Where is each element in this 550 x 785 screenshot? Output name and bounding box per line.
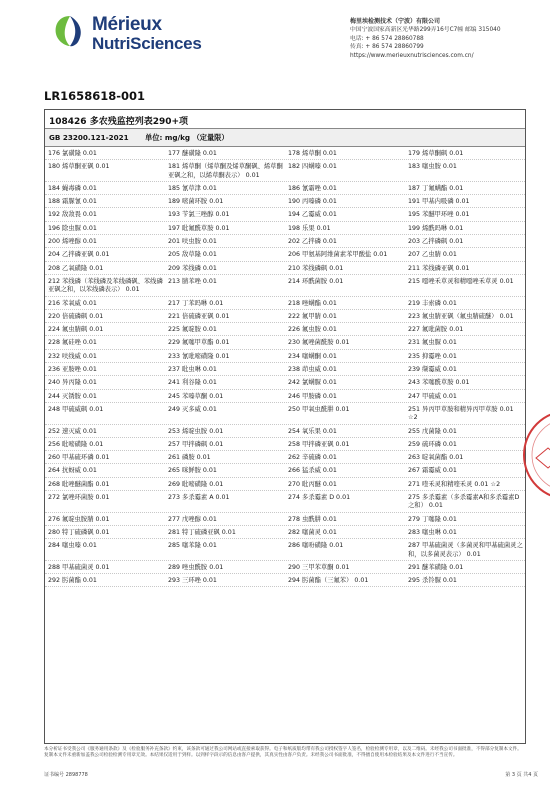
certificate-number: LR1658618-001 <box>44 89 145 103</box>
brand-name-line1: Mérieux <box>92 14 162 35</box>
pesticide-cell: 229 氟噻甲草酯 0.01 <box>168 339 230 347</box>
pesticide-cell: 221 倍硫磷亚砜 0.01 <box>168 312 230 320</box>
pesticide-cell: 276 氟啶虫胺腈 0.01 <box>48 515 110 523</box>
footer-certificate-label: 证书编号 2898778 <box>44 772 88 778</box>
table-row <box>45 275 525 297</box>
pesticide-cell: 294 肟菌酯（三氟苯） 0.01 <box>288 577 369 585</box>
table-row <box>45 147 525 160</box>
table-row <box>45 526 525 539</box>
pesticide-cell: 286 噻吩磺隆 0.01 <box>288 542 344 550</box>
pesticide-cell: 249 灭多威 0.01 <box>168 405 217 413</box>
pesticide-cell: 262 辛硫磷 0.01 <box>288 454 337 462</box>
pesticide-cell: 210 苯线磷砜 0.01 <box>288 264 344 272</box>
table-row <box>45 262 525 275</box>
pesticide-cell: 268 吡唑醚菌酯 0.01 <box>48 480 110 488</box>
pesticide-cell: 222 氟甲腈 0.01 <box>288 312 337 320</box>
company-logo <box>50 10 210 70</box>
company-phone: 电话: + 86 574 28860788 <box>350 35 424 42</box>
red-seal-stamp <box>522 400 550 510</box>
pesticide-cell: 260 甲基硫环磷 0.01 <box>48 454 110 462</box>
footnote-disclaimer: 本分析证书受我公司《服务通用条款》及《检验服务补充条款》约束，该条款可通过我公司网站或直接索取获得。电子和纸质版均带有我公司授权签字人签名，检验检测专用章，以及二维码。未经我公司书面批准，不得部分复制本文件。复制本文件未重新加盖我公司检验检测专用章无效。本结果仅适用于到样。以到样字段示的信息由客户提供，其真实性由客户负责。未经我公司书面批准，不得擅自使用本检验结果及本文件进行不当宣传。 <box>44 747 522 759</box>
pesticide-cell: 214 环酰菌胺 0.01 <box>288 277 344 285</box>
pesticide-cell: 184 蝇毒磷 0.01 <box>48 184 97 192</box>
pesticide-cell: 232 呋线威 0.01 <box>48 352 97 360</box>
pesticide-cell: 191 甲基内吸磷 0.01 <box>408 198 470 206</box>
pesticide-cell: 220 倍硫磷砜 0.01 <box>48 312 104 320</box>
pesticide-cell: 290 三甲苯草酮 0.01 <box>288 563 350 571</box>
pesticide-cell: 242 氯螨脲 0.01 <box>288 379 337 387</box>
company-fax: 传真: + 86 574 28860799 <box>350 44 424 51</box>
table-row <box>45 376 525 389</box>
pesticide-cell: 225 氟啶胺 0.01 <box>168 326 217 334</box>
pesticide-cell: 235 抑霉唑 0.01 <box>408 352 457 360</box>
pesticide-cell: 266 猛杀威 0.01 <box>288 467 337 475</box>
pesticide-cell: 203 乙拌磷砜 0.01 <box>408 238 464 246</box>
footer-page-number: 第 3 页 共4 页 <box>505 772 538 778</box>
pesticide-cell: 231 氟虫脲 0.01 <box>408 339 457 347</box>
table-row <box>45 425 525 438</box>
standard-code: GB 23200.121-2021 <box>49 133 129 142</box>
table-row <box>45 208 525 221</box>
pesticide-cell: 261 磷胺 0.01 <box>168 454 211 462</box>
pesticide-cell: 281 特丁硫磷亚砜 0.01 <box>168 528 236 536</box>
table-row <box>45 222 525 235</box>
pesticide-cell: 183 噻虫胺 0.01 <box>408 163 457 171</box>
pesticide-cell: 269 吡嘧磺隆 0.01 <box>168 480 224 488</box>
pesticide-cell: 256 吡嘧磺隆 0.01 <box>48 440 104 448</box>
pesticide-cell: 194 乙霉威 0.01 <box>288 211 337 219</box>
pesticide-cell: 283 噻虫啉 0.01 <box>408 528 457 536</box>
pesticide-cell: 223 氟虫腈亚砜（氟虫腈硫醚） 0.01 <box>408 312 514 320</box>
pesticide-cell: 218 唑螨酯 0.01 <box>288 299 337 307</box>
pesticide-cell: 226 氟虫胺 0.01 <box>288 326 337 334</box>
pesticide-cell: 274 多杀霉素 D 0.01 <box>288 494 351 502</box>
pesticide-cell: 205 敌草隆 0.01 <box>168 251 217 259</box>
pesticide-cell: 293 三环唑 0.01 <box>168 577 217 585</box>
table-row <box>45 160 525 182</box>
table-row <box>45 336 525 349</box>
pesticide-cell: 178 烯草酮 0.01 <box>288 150 337 157</box>
company-address: 中国宁波国家高新区光华路299弄16号C7幢 邮编 315040 <box>350 27 501 34</box>
pesticide-cell: 197 吡氟酰草胺 0.01 <box>168 224 230 232</box>
pesticide-cell: 179 烯草酮砜 0.01 <box>408 150 464 157</box>
pesticide-cell: 202 乙拌磷 0.01 <box>288 238 337 246</box>
table-row <box>45 235 525 248</box>
table-row <box>45 403 525 425</box>
pesticide-cell: 241 利谷隆 0.01 <box>168 379 217 387</box>
pesticide-cell: 255 戊菌隆 0.01 <box>408 427 457 435</box>
pesticide-cell: 209 苯线磷 0.01 <box>168 264 217 272</box>
pesticide-cell: 182 四螨嗪 0.01 <box>288 163 337 171</box>
pesticide-cell: 265 咪鲜胺 0.01 <box>168 467 217 475</box>
pesticide-cell: 236 亚胺唑 0.01 <box>48 366 97 374</box>
pesticide-cell: 201 呋虫胺 0.01 <box>168 238 217 246</box>
pesticide-cell: 273 多杀霉素 A 0.01 <box>168 494 230 502</box>
pesticide-cell: 234 噻螨酮 0.01 <box>288 352 337 360</box>
pesticide-cell: 278 虫酰肼 0.01 <box>288 515 337 523</box>
table-row <box>45 464 525 477</box>
pesticide-cell: 176 氯磺隆 0.01 <box>48 150 97 157</box>
pesticide-cell: 198 乐果 0.01 <box>288 224 331 232</box>
pesticide-cell: 243 苯噻酰草胺 0.01 <box>408 379 470 387</box>
pesticide-cell: 257 甲拌磷砜 0.01 <box>168 440 224 448</box>
pesticide-cell: 287 甲基硫菌灵（多菌灵和甲基硫菌灵之和，以多菌灵表示） 0.01 <box>408 542 523 558</box>
pesticide-cell: 288 甲基硫菌灵 0.01 <box>48 563 110 571</box>
table-row <box>45 390 525 403</box>
pesticide-cell: 253 烯啶虫胺 0.01 <box>168 427 224 435</box>
table-row <box>45 513 525 526</box>
table-row <box>45 561 525 574</box>
pesticide-cell: 213 腈苯唑 0.01 <box>168 277 217 285</box>
company-name: 梅里埃检测技术（宁波）有限公司 <box>350 18 441 25</box>
pesticide-cell: 195 苯醚甲环唑 0.01 <box>408 211 470 219</box>
pesticide-cell: 227 氟吡菌胺 0.01 <box>408 326 464 334</box>
pesticide-cell: 186 氰霜唑 0.01 <box>288 184 337 192</box>
table-subheader <box>45 129 525 147</box>
pesticide-table <box>44 109 526 744</box>
pesticide-cell: 190 丙嗪磷 0.01 <box>288 198 337 206</box>
pesticide-cell: 233 氰吡嘧磺隆 0.01 <box>168 352 230 360</box>
pesticide-cell: 244 灭锈胺 0.01 <box>48 392 97 400</box>
pesticide-cell: 251 异丙甲草胺和精异丙甲草胺 0.01 ☆2 <box>408 405 514 422</box>
pesticide-cell: 240 异丙隆 0.01 <box>48 379 97 387</box>
pesticide-cell: 270 吡丙醚 0.01 <box>288 480 337 488</box>
table-row <box>45 478 525 491</box>
pesticide-cell: 259 硫环磷 0.01 <box>408 440 457 448</box>
table-row <box>45 310 525 323</box>
pesticide-cell: 284 噻虫嗪 0.01 <box>48 542 97 550</box>
pesticide-cell: 282 噻菌灵 0.01 <box>288 528 337 536</box>
table-row <box>45 491 525 513</box>
logo-mark-icon <box>50 12 90 52</box>
table-row <box>45 438 525 451</box>
table-row <box>45 248 525 261</box>
table-row <box>45 350 525 363</box>
pesticide-cell: 263 啶氧菌酯 0.01 <box>408 454 464 462</box>
pesticide-cell: 216 苯氧威 0.01 <box>48 299 97 307</box>
table-body <box>45 147 525 587</box>
pesticide-cell: 199 烯酰吗啉 0.01 <box>408 224 464 232</box>
table-row <box>45 363 525 376</box>
table-title: 108426 多农残监控列表290+项 <box>45 110 525 129</box>
table-row <box>45 574 525 587</box>
pesticide-cell: 177 醚磺隆 0.01 <box>168 150 217 157</box>
brand-name-line2: NutriSciences <box>92 34 202 53</box>
pesticide-cell: 211 苯线磷亚砜 0.01 <box>408 264 470 272</box>
pesticide-cell: 280 特丁硫磷砜 0.01 <box>48 528 110 536</box>
pesticide-cell: 295 杀铃脲 0.01 <box>408 577 457 585</box>
pesticide-cell: 200 烯唑醇 0.01 <box>48 238 97 246</box>
pesticide-cell: 285 噻苯隆 0.01 <box>168 542 217 550</box>
company-website[interactable]: https://www.merieuxnutrisciences.com.cn/ <box>350 52 474 59</box>
pesticide-cell: 237 吡虫啉 0.01 <box>168 366 217 374</box>
pesticide-cell: 185 氰草津 0.01 <box>168 184 217 192</box>
pesticide-cell: 271 喹禾灵和精喹禾灵 0.01 ☆2 <box>408 480 501 488</box>
pesticide-cell: 267 霜霉威 0.01 <box>408 467 457 475</box>
unit-label: 单位: mg/kg （定量限） <box>145 133 229 142</box>
pesticide-cell: 224 氟虫腈砜 0.01 <box>48 326 104 334</box>
pesticide-cell: 180 烯草酮亚砜 0.01 <box>48 163 110 171</box>
pesticide-cell: 196 除虫脲 0.01 <box>48 224 97 232</box>
pesticide-cell: 277 戊唑醇 0.01 <box>168 515 217 523</box>
pesticide-cell: 212 苯线磷（苯线磷及苯线磷砜、苯线磷亚砜之和，以苯线磷表示） 0.01 <box>48 277 163 294</box>
pesticide-cell: 272 氯唑环菌胺 0.01 <box>48 494 110 502</box>
pesticide-cell: 289 唑虫酰胺 0.01 <box>168 563 224 571</box>
table-row <box>45 323 525 336</box>
table-row <box>45 297 525 310</box>
pesticide-cell: 254 氧乐果 0.01 <box>288 427 337 435</box>
pesticide-cell: 193 苄氯三唑醇 0.01 <box>168 211 230 219</box>
table-row <box>45 539 525 561</box>
pesticide-cell: 187 丁氟螨酯 0.01 <box>408 184 464 192</box>
pesticide-cell: 181 烯草酮（烯草酮及烯草酮砜、烯草酮亚砜之和，以烯草酮表示） 0.01 <box>168 163 283 179</box>
pesticide-cell: 219 丰索磷 0.01 <box>408 299 457 307</box>
pesticide-cell: 217 丁苯吗啉 0.01 <box>168 299 224 307</box>
pesticide-cell: 228 氟硅唑 0.01 <box>48 339 97 347</box>
pesticide-cell: 208 乙氧磺隆 0.01 <box>48 264 104 272</box>
table-row <box>45 195 525 208</box>
pesticide-cell: 204 乙拌磷亚砜 0.01 <box>48 251 110 259</box>
pesticide-cell: 248 甲硫威砜 0.01 <box>48 405 104 413</box>
pesticide-cell: 250 甲氧虫酰肼 0.01 <box>288 405 350 413</box>
pesticide-cell: 291 醚苯磺隆 0.01 <box>408 563 464 571</box>
pesticide-cell: 292 肟菌酯 0.01 <box>48 577 97 585</box>
pesticide-cell: 238 茚虫威 0.01 <box>288 366 337 374</box>
table-row <box>45 182 525 195</box>
pesticide-cell: 192 敌敌畏 0.01 <box>48 211 97 219</box>
pesticide-cell: 247 甲硫威 0.01 <box>408 392 457 400</box>
pesticide-cell: 245 苯嗪草酮 0.01 <box>168 392 224 400</box>
pesticide-cell: 215 噁唑禾草灵和精噁唑禾草灵 0.01 <box>408 277 514 285</box>
pesticide-cell: 207 乙虫腈 0.01 <box>408 251 457 259</box>
pesticide-cell: 279 丁噻隆 0.01 <box>408 515 457 523</box>
pesticide-cell: 275 多杀霉素（多杀霉素A和多杀霉素D之和） 0.01 <box>408 494 520 510</box>
table-row <box>45 451 525 464</box>
pesticide-cell: 252 速灭威 0.01 <box>48 427 97 435</box>
pesticide-cell: 264 抗蚜威 0.01 <box>48 467 97 475</box>
pesticide-cell: 246 甲胺磷 0.01 <box>288 392 337 400</box>
company-info <box>350 18 540 60</box>
pesticide-cell: 189 嘧菌环胺 0.01 <box>168 198 224 206</box>
pesticide-cell: 239 缬霉威 0.01 <box>408 366 457 374</box>
pesticide-cell: 188 霜脲氰 0.01 <box>48 198 97 206</box>
pesticide-cell: 258 甲拌磷亚砜 0.01 <box>288 440 350 448</box>
pesticide-cell: 206 甲氨基阿维菌素苯甲酸盐 0.01 <box>288 251 388 259</box>
pesticide-cell: 230 氟唑菌酰胺 0.01 <box>288 339 350 347</box>
